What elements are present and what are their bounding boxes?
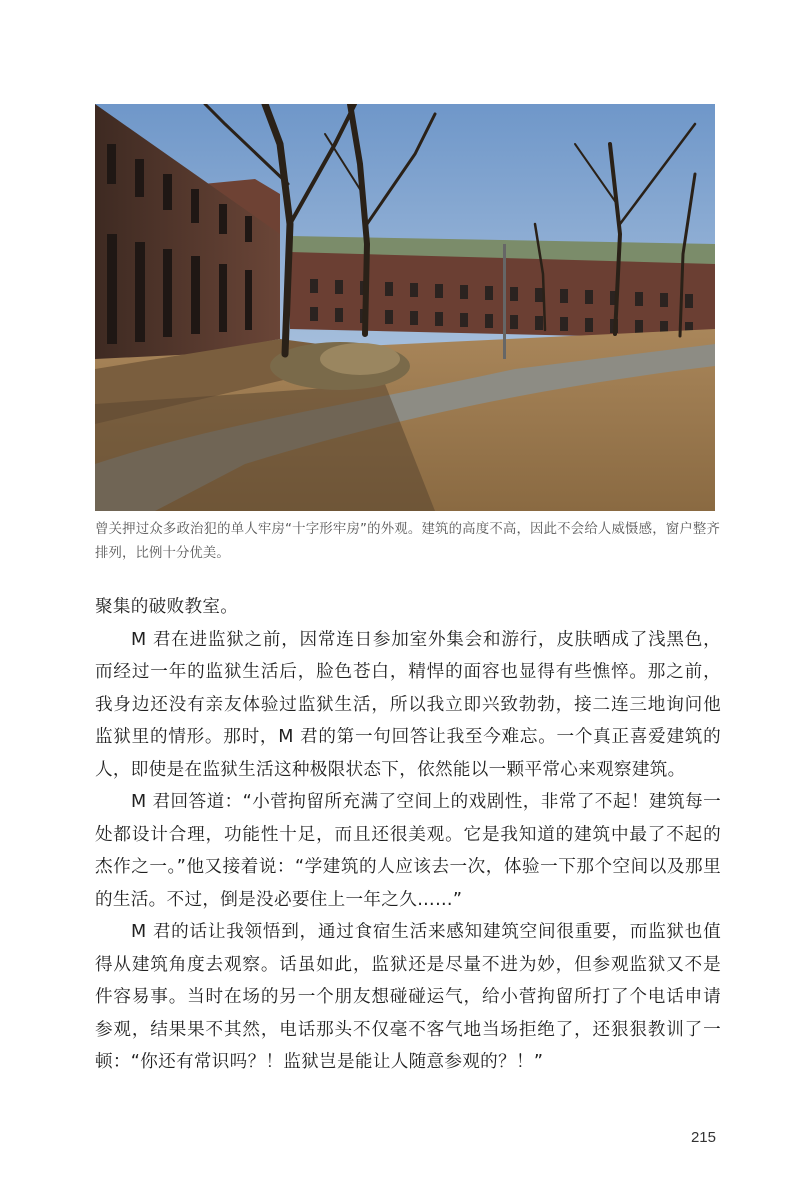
photo-caption: 曾关押过众多政治犯的单人牢房“十字形牢房”的外观。建筑的高度不高，因此不会给人威慑感，窗户整齐排列，比例十分优美。 bbox=[95, 522, 720, 561]
paragraph: M 君回答道：“小菅拘留所充满了空间上的戏剧性，非常了不起！建筑每一处都设计合理，功能性十足，而且还很美观。它是我知道的建筑中最了不起的杰作之一。”他又接着说：“学建筑的人应该去一次，体验一下那个空间以及那里的生活。不过，倒是没必要住上一年之久……” bbox=[95, 792, 721, 910]
body-text bbox=[95, 591, 721, 1079]
paragraph: M 君的话让我领悟到，通过食宿生活来感知建筑空间很重要，而监狱也值得从建筑角度去观察。话虽如此，监狱还是尽量不进为妙，但参观监狱又不是件容易事。当时在场的另一个朋友想碰碰运气，给小菅拘留所打了个电话申请参观，结果果不其然，电话那头不仅毫不客气地当场拒绝了，还狠狠教训了一顿：“你还有常识吗？！监狱岂是能让人随意参观的？！” bbox=[95, 922, 721, 1072]
prison-courtyard-photo bbox=[95, 104, 715, 511]
paragraph: M 君在进监狱之前，因常连日参加室外集会和游行，皮肤晒成了浅黑色，而经过一年的监狱生活后，脸色苍白，精悍的面容也显得有些憔悴。那之前，我身边还没有亲友体验过监狱生活，所以我立即兴致勃勃，接二连三地询问他监狱里的情形。那时，M 君的第一句回答让我至今难忘。一个真正喜爱建筑的人，即使是在监狱生活这种极限状态下，依然能以一颗平常心来观察建筑。 bbox=[95, 629, 721, 780]
paragraph: 聚集的破败教室。 bbox=[95, 597, 239, 617]
page-number: 215 bbox=[690, 1129, 716, 1146]
